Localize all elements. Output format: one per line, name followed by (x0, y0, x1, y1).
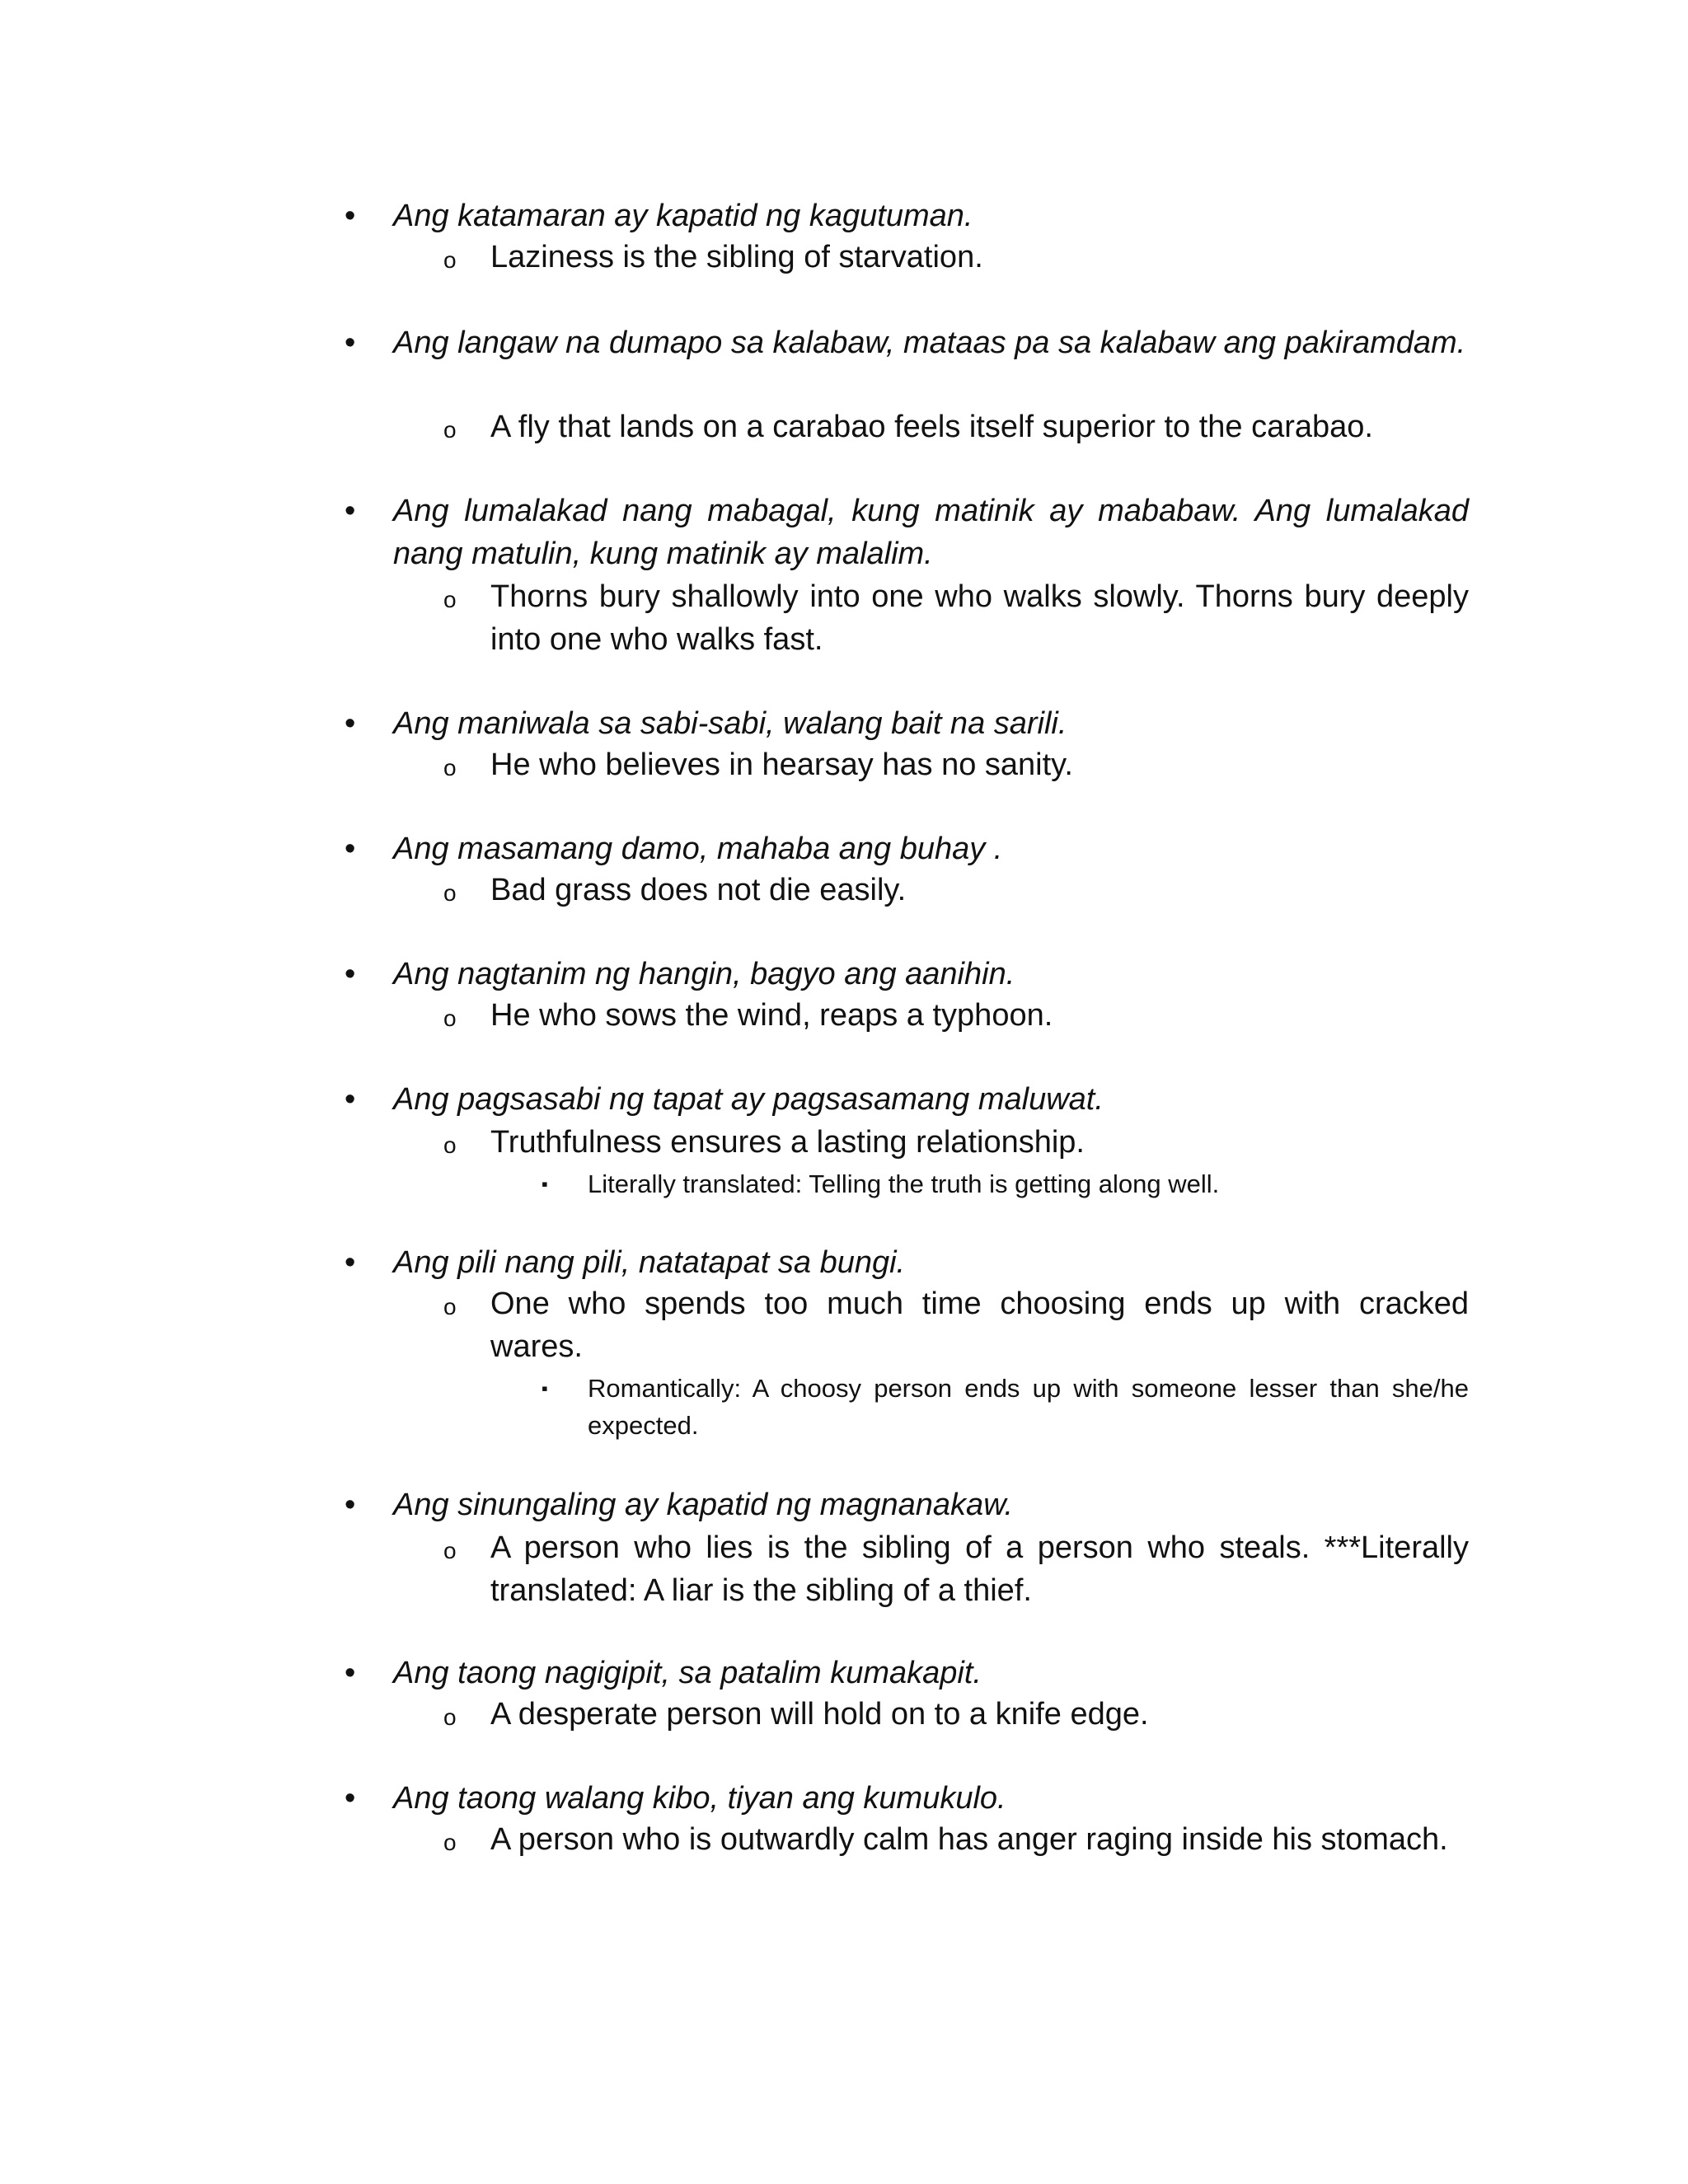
proverb-tagalog: Ang langaw na dumapo sa kalabaw, mataas pa sa kalabaw ang pakiramdam. (393, 326, 1466, 360)
sub-bullet-icon: o (443, 755, 457, 780)
square-bullet-icon: ▪ (542, 1378, 548, 1399)
proverb-tagalog: Ang katamaran ay kapatid ng kagutuman. (393, 199, 973, 233)
proverb-english: Laziness is the sibling of starvation. (490, 240, 983, 274)
proverb-english: A desperate person will hold on to a knife edge. (490, 1697, 1149, 1732)
proverb-tagalog: Ang nagtanim ng hangin, bagyo ang aanihin. (393, 957, 1015, 991)
sub-bullet-icon: o (443, 1132, 457, 1158)
sub-bullet-icon: o (443, 1005, 457, 1031)
proverb-english: Thorns bury shallowly into one who walks slowly. Thorns bury deeply into one who walks fast. (490, 579, 1469, 657)
sub-bullet-icon: o (443, 587, 457, 612)
sub-bullet-icon: o (443, 1294, 457, 1319)
proverb-english: He who sows the wind, reaps a typhoon. (490, 998, 1053, 1033)
bullet-icon: • (345, 326, 356, 360)
proverb-english: He who believes in hearsay has no sanity. (490, 748, 1073, 782)
bullet-icon: • (345, 1656, 356, 1690)
proverb-tagalog: Ang lumalakad nang mabagal, kung matinik ay mababaw. Ang lumalakad nang matulin, kung matinik ay malalim. (393, 494, 1469, 571)
proverb-english: Bad grass does not die easily. (490, 873, 907, 907)
bullet-icon: • (345, 494, 356, 528)
proverb-tagalog: Ang maniwala sa sabi-sabi, walang bait na sarili. (393, 706, 1067, 741)
proverb-tagalog: Ang pagsasabi ng tapat ay pagsasamang maluwat. (393, 1082, 1104, 1117)
sub-bullet-icon: o (443, 880, 457, 906)
bullet-icon: • (345, 1488, 356, 1522)
proverb-tagalog: Ang taong nagigipit, sa patalim kumakapit. (393, 1656, 982, 1690)
bullet-icon: • (345, 832, 356, 866)
square-bullet-icon: ▪ (542, 1174, 548, 1194)
proverb-tagalog: Ang sinungaling ay kapatid ng magnanakaw. (393, 1488, 1014, 1522)
bullet-icon: • (345, 706, 356, 741)
bullet-icon: • (345, 1082, 356, 1117)
proverb-english: A person who is outwardly calm has anger raging inside his stomach. (490, 1822, 1448, 1857)
proverb-english: One who spends too much time choosing ends up with cracked wares. (490, 1286, 1469, 1364)
sub-bullet-icon: o (443, 1538, 457, 1563)
bullet-icon: • (345, 199, 356, 233)
proverb-note: Literally translated: Telling the truth is getting along well. (588, 1169, 1220, 1198)
bullet-icon: • (345, 957, 356, 991)
sub-bullet-icon: o (443, 1830, 457, 1855)
bullet-icon: • (345, 1245, 356, 1280)
proverb-tagalog: Ang masamang damo, mahaba ang buhay . (393, 832, 1003, 866)
proverb-english: A person who lies is the sibling of a person who steals. ***Literally translated: A liar is the sibling of a thief. (490, 1530, 1469, 1608)
proverb-note: Romantically: A choosy person ends up with someone lesser than she/he expected. (588, 1374, 1469, 1440)
proverb-english: Truthfulness ensures a lasting relationship. (490, 1125, 1085, 1160)
bullet-icon: • (345, 1781, 356, 1816)
sub-bullet-icon: o (443, 247, 457, 273)
proverb-tagalog: Ang taong walang kibo, tiyan ang kumukulo. (393, 1781, 1006, 1816)
sub-bullet-icon: o (443, 417, 457, 443)
proverb-tagalog: Ang pili nang pili, natatapat sa bungi. (393, 1245, 906, 1280)
proverb-english: A fly that lands on a carabao feels itself superior to the carabao. (490, 410, 1373, 444)
sub-bullet-icon: o (443, 1704, 457, 1730)
